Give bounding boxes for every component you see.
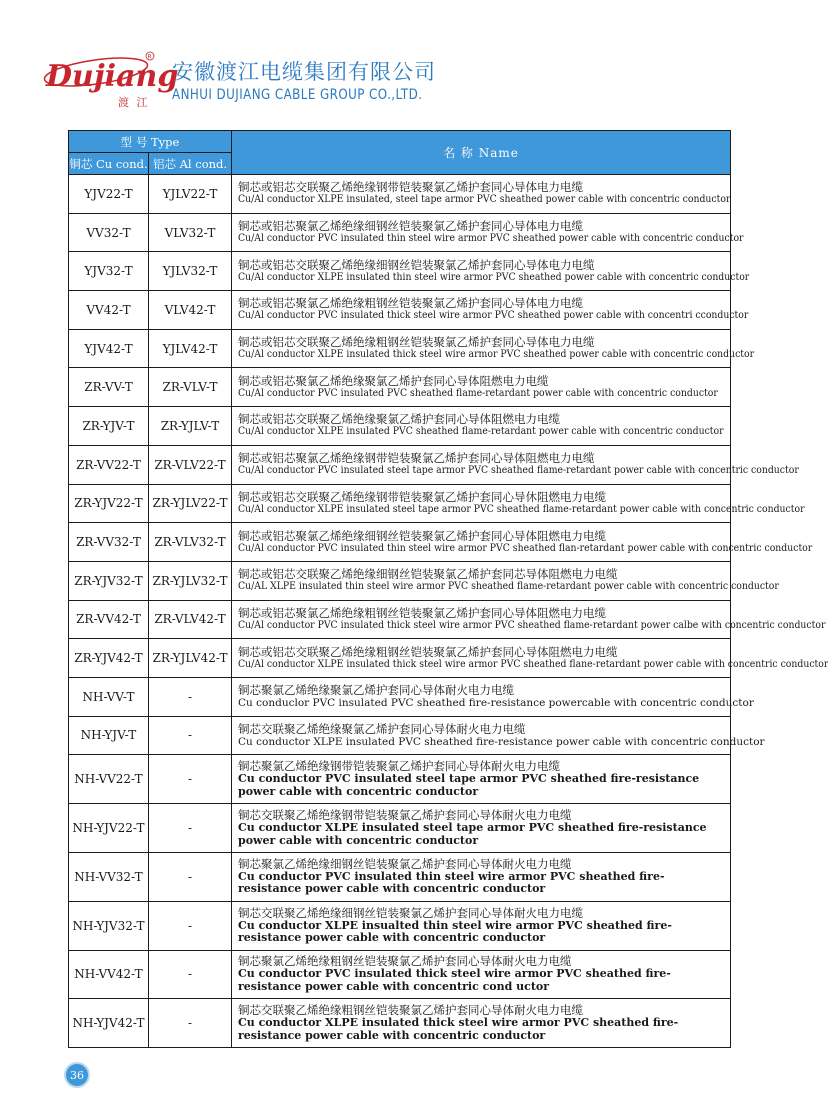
al-cond-header: 铝芯 Al cond. [149,153,232,175]
name-cell [232,901,731,950]
al-model-cell: - [149,852,232,901]
name-cell [232,407,731,446]
name-cell [232,484,805,523]
name-en: Cu conductor PVC insulated thick steel wire armor PVC sheathed fire-resistance power cable with concentric cond uctor [238,967,671,993]
table-row [69,804,731,853]
cu-model-cell: NH-VV22-T [69,755,149,804]
table-row [69,639,731,678]
table-row [69,252,731,291]
name-en: Cu/Al conductor XLPE insulated, steel tape armor PVC sheathed power cable with concentric conductor [238,194,731,206]
name-en: Cu conduclor PVC insulated PVC sheathed fire-resistance powercable with concentric conductor [238,697,754,710]
cu-model-cell: ZR-YJV42-T [69,639,149,678]
al-model-cell: YJLV32-T [149,252,232,291]
name-cn: 铜芯交联聚乙烯绝缘细钢丝铠装聚氯乙烯护套同心导体耐火电力电缆 [238,905,583,920]
cu-model-cell: ZR-YJV-T [69,407,149,446]
name-cn: 铜芯或铝芯聚氯乙烯绝缘粗钢丝铠装聚氯乙烯护套同心导体阻燃电力电缆 [238,605,606,620]
name-en: Cu conductor XLPE insulated thick steel wire armor PVC sheathed fire-resistance power cable with concentric conductor [238,1016,679,1042]
name-cell [232,677,754,716]
al-model-cell: - [149,950,232,999]
cu-model-cell: YJV42-T [69,329,149,368]
name-en: Cu/Al conductor PVC insulated thin steel wire armor PVC sheathed power cable with concentric conductor [238,233,744,245]
name-cell [232,639,828,678]
al-model-cell: ZR-VLV22-T [149,445,232,484]
name-en: Cu/Al conductor PVC insulated PVC sheathed flame-retardant power cable with concentric conductor [238,387,718,399]
table-row [69,677,731,716]
logo-wordmark: Dujiang [46,59,179,94]
al-model-cell: YJLV22-T [149,175,232,214]
name-cn: 铜芯或铝芯聚氯乙烯绝缘钢带铠装聚氯乙烯护套同心导体阻燃电力电缆 [238,451,595,466]
svg-text:R: R [147,53,152,61]
name-cn: 铜芯或铝芯交联聚乙烯绝缘粗钢丝铠装聚氯乙烯护套同心导体电力电缆 [238,335,595,350]
type-header: 型 号 Type [69,131,232,153]
cu-model-cell: VV42-T [69,291,149,330]
al-model-cell: ZR-YJLV-T [149,407,232,446]
name-cell [232,999,731,1048]
name-cell [232,950,731,999]
name-cell [232,755,731,804]
cu-model-cell: YJV22-T [69,175,149,214]
al-model-cell: ZR-VLV42-T [149,600,232,639]
al-model-cell: - [149,716,232,755]
name-cell [232,445,799,484]
table-row [69,901,731,950]
al-model-cell: ZR-VLV32-T [149,523,232,562]
al-model-cell: VLV42-T [149,291,232,330]
name-cn: 铜芯或铝芯交联聚乙烯绝缘细钢丝铠装聚氯乙烯护套同心导体电力电缆 [238,257,595,272]
name-en: Cu conductor PVC insulated steel tape armor PVC sheathed fire-resistance power cable with concentric conductor [238,772,700,798]
cu-model-cell: NH-VV-T [69,677,149,716]
name-en: Cu/AL XLPE insulated thin steel wire armor PVC sheathed flame-retardant power cable with concentric conductor [238,581,779,593]
al-model-cell: VLV32-T [149,213,232,252]
name-en: Cu/Al conductor PVC insulated thick steel wire armor PVC sheathed power cable with concentri cconductor [238,310,749,322]
table-row [69,407,731,446]
name-cell [232,368,731,407]
al-model-cell: - [149,804,232,853]
cu-model-cell: ZR-VV-T [69,368,149,407]
name-en: Cu/Al conductor PVC insulated thin steel wire armor PVC sheathed flan-retardant power cable with concentric conductor [238,542,813,554]
name-en: Cu conductor XLPE insulated PVC sheathed fire-resistance power cable with concentric conductor [238,735,765,748]
al-model-cell: ZR-YJLV32-T [149,561,232,600]
name-cn: 铜芯或铝芯聚氯乙烯绝缘细钢丝铠装聚氯乙烯护套同心导体阻燃电力电缆 [238,528,606,543]
cu-model-cell: NH-YJV42-T [69,999,149,1048]
cu-model-cell: NH-VV32-T [69,852,149,901]
cu-model-cell: NH-YJV32-T [69,901,149,950]
cu-model-cell: NH-YJV-T [69,716,149,755]
table-row [69,445,731,484]
name-cn: 铜芯或铝芯聚氯乙烯绝缘粗钢丝铠装聚氯乙烯护套同心导体电力电缆 [238,296,583,311]
name-cn: 铜芯聚氯乙烯绝缘钢带铠装聚氯乙烯护套同心导体耐火电力电缆 [238,759,560,774]
cu-model-cell: VV32-T [69,213,149,252]
name-en: Cu/Al conductor XLPE insulated PVC sheathed flame-retardant power cable with concentric conductor [238,426,724,438]
cu-model-cell: ZR-YJV32-T [69,561,149,600]
name-cn: 铜芯或铝芯交联聚乙烯绝缘聚氯乙烯护套同心导体阻燃电力电缆 [238,412,560,427]
company-name-en: ANHUI DUJIANG CABLE GROUP CO.,LTD. [172,87,423,103]
name-en: Cu/Al conductor XLPE insulated thick steel wire armor PVC sheathed flane-retardant power cable with concentric conductor [238,658,828,670]
table-row [69,716,731,755]
name-en: Cu conductor XLPE insualted thin steel wire armor PVC sheathed fire-resistance power cable with concentric conductor [238,918,672,945]
name-cell [232,291,749,330]
al-model-cell: ZR-VLV-T [149,368,232,407]
name-cn: 铜芯或铝芯交联聚乙烯绝缘钢带铠装聚氯乙烯护套同心导体电力电缆 [238,180,583,195]
al-model-cell: - [149,755,232,804]
table-body [69,175,828,1048]
table-row [69,561,731,600]
name-cn: 铜芯或铝芯聚氯乙烯绝缘细钢丝铠装聚氯乙烯护套同心导体电力电缆 [238,219,583,234]
table-row [69,600,731,639]
name-header: 名 称 Name [232,131,731,175]
name-cn: 铜芯交联聚乙烯绝缘钢带铠装聚氯乙烯护套同心导体耐火电力电缆 [238,808,572,822]
table-row [69,484,731,523]
al-model-cell: - [149,677,232,716]
al-model-cell: ZR-YJLV22-T [149,484,232,523]
table-row [69,523,731,562]
name-cn: 铜芯或铝芯交联聚乙烯绝缘钢带铠装聚氯乙烯护套同心导休阻燃电力电缆 [238,489,606,504]
table-row [69,852,731,901]
name-en: Cu/Al conductor XLPE insulated steel tape armor PVC sheathed flame-retardant power cable with concentric conductor [238,503,805,515]
name-cell [232,561,779,600]
page-header [38,50,798,120]
name-en: Cu/Al conductor PVC insulated steel tape armor PVC sheathed flame-retardant power cable with concentric conductor [238,465,799,477]
al-model-cell: YJLV42-T [149,329,232,368]
name-en: Cu conductor PVC insulated thin steel wire armor PVC sheathed fire-resistance power cable with concentric conductor [238,869,665,896]
cu-model-cell: ZR-YJV22-T [69,484,149,523]
table-row [69,329,731,368]
name-en: Cu/Al conductor PVC insulated thick steel wire armor PVC sheathed flame-retardant power calbe with concentric conductor [238,619,826,631]
name-cell [232,175,731,214]
logo-subtitle: 渡 江 [118,96,150,109]
table-row [69,368,731,407]
al-model-cell: - [149,901,232,950]
cu-model-cell: NH-VV42-T [69,950,149,999]
table-row [69,291,731,330]
cable-spec-table [68,130,828,1048]
name-cn: 铜芯或铝芯聚氯乙烯绝缘聚氯乙烯护套同心导体阻燃电力电缆 [238,373,549,388]
cu-model-cell: ZR-VV42-T [69,600,149,639]
cu-model-cell: NH-YJV22-T [69,804,149,853]
name-cell [232,523,813,562]
name-cell [232,252,750,291]
cu-model-cell: ZR-VV22-T [69,445,149,484]
al-model-cell: - [149,999,232,1048]
name-en: Cu/Al conductor XLPE insulated thin steel wire armor PVC sheathed power cable with concentric conductor [238,271,750,283]
table-row [69,175,731,214]
name-cell [232,329,755,368]
company-name-cn: 安徽渡江电缆集团有限公司 [172,60,436,84]
name-cn: 铜芯交联聚乙烯绝缘聚氯乙烯护套同心导体耐火电力电缆 [238,721,526,736]
cu-model-cell: YJV32-T [69,252,149,291]
name-cn: 铜芯或铝芯交联聚乙烯绝缘细钢丝铠装聚氯乙烯护套同芯导体阻燃电力电缆 [238,567,618,582]
name-cn: 铜芯或铝芯交联聚乙烯绝缘粗钢丝铠装聚氯乙烯护套同心导体阻燃电力电缆 [238,644,618,659]
table-row [69,213,731,252]
table-row [69,999,731,1048]
name-en: Cu conductor XLPE insulated steel tape armor PVC sheathed fire-resistance power cable with concentric conductor [238,821,707,847]
name-cn: 铜芯聚氯乙烯绝缘粗钢丝铠装聚氯乙烯护套同心导体耐火电力电缆 [238,954,572,969]
page-number: 36 [64,1062,90,1088]
name-cn: 铜芯聚氯乙烯绝缘聚氯乙烯护套同心导体耐火电力电缆 [238,683,514,698]
name-cn: 铜芯交联聚乙烯绝缘粗钢丝铠装聚氯乙烯护套同心导体耐火电力电缆 [238,1003,583,1018]
cu-cond-header: 铜芯 Cu cond. [69,153,149,175]
name-cell [232,716,765,755]
cu-model-cell: ZR-VV32-T [69,523,149,562]
name-en: Cu/Al conductor XLPE insulated thick steel wire armor PVC sheathed power cable with concentric conductor [238,349,755,361]
table-row [69,950,731,999]
name-cell [232,213,744,252]
name-cell [232,600,826,639]
name-cn: 铜芯聚氯乙烯绝缘细钢丝铠装聚氯乙烯护套同心导体耐火电力电缆 [238,856,572,871]
al-model-cell: ZR-YJLV42-T [149,639,232,678]
name-cell [232,852,731,901]
name-cell [232,804,731,853]
table-row [69,755,731,804]
